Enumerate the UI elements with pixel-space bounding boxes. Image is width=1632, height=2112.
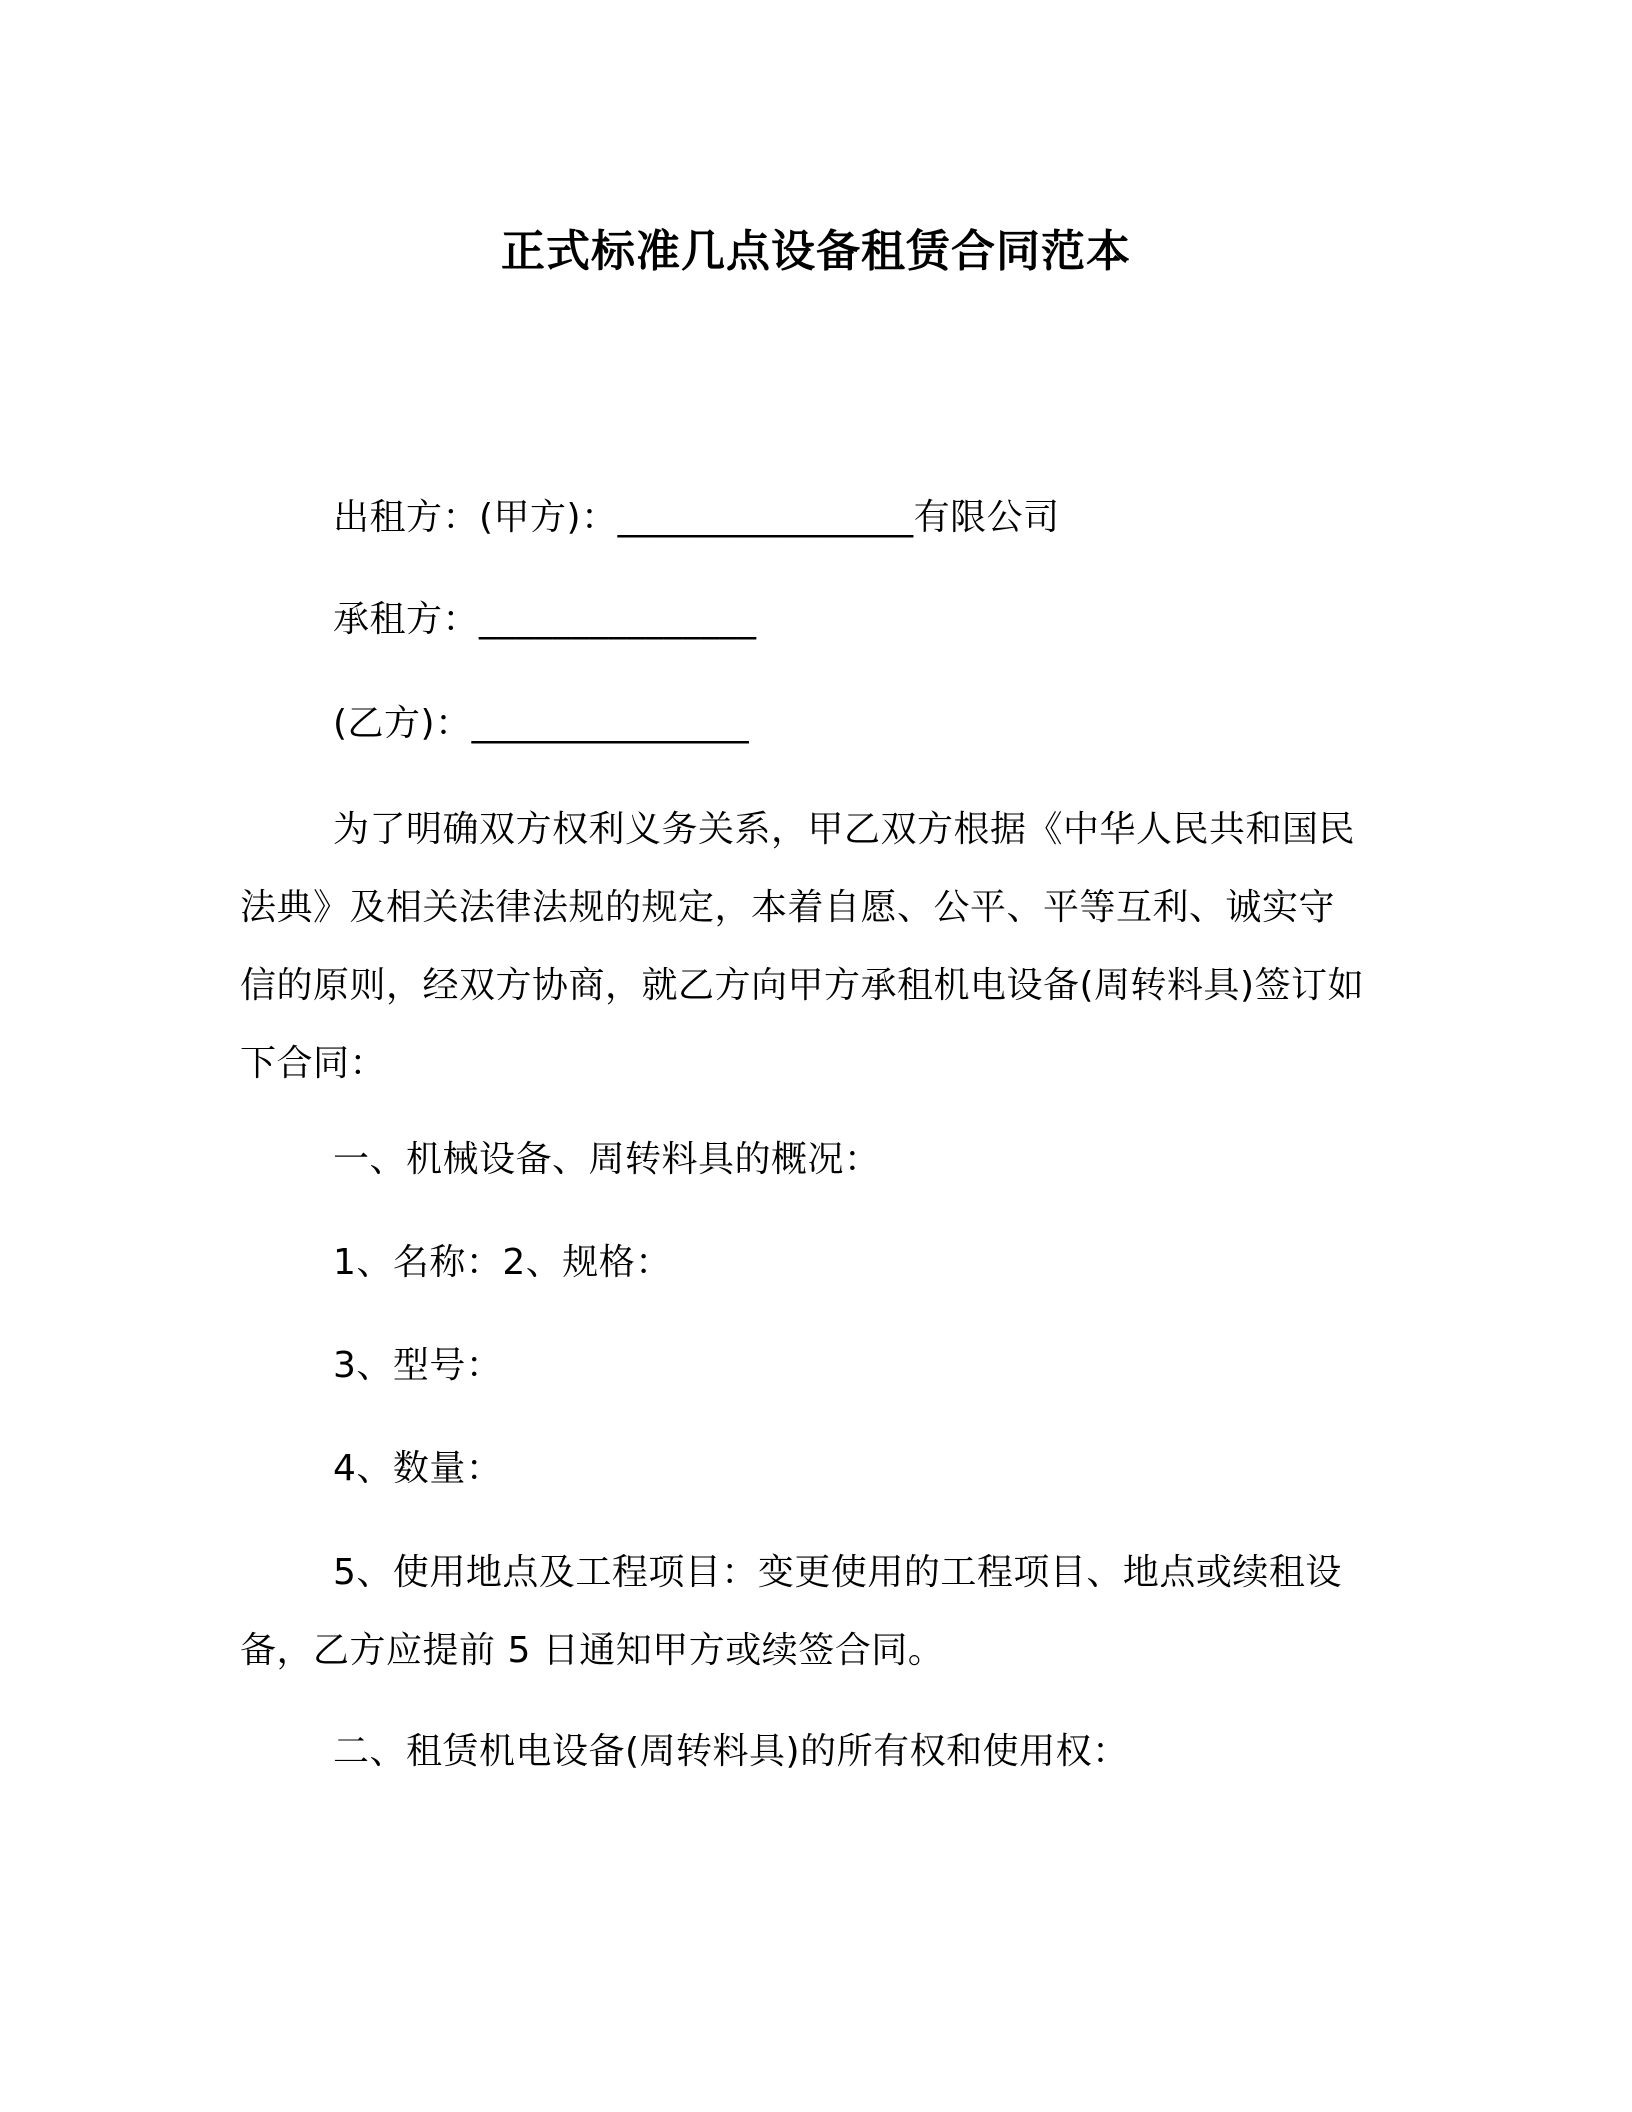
item-5-paragraph (240, 1534, 1390, 1690)
intro-line: 为了明确双方权利义务关系，甲乙双方根据《中华人民共和国民 (333, 809, 1356, 850)
lessee-line: 承租方：_______________ (333, 599, 757, 640)
item-quantity: 4、数量： (333, 1448, 503, 1489)
item-5-line: 5、使用地点及工程项目：变更使用的工程项目、地点或续租设 (333, 1552, 1342, 1593)
intro-line: 法典》及相关法律法规的规定，本着自愿、公平、平等互利、诚实守 (240, 887, 1336, 928)
item-model: 3、型号： (333, 1345, 503, 1386)
item-name-spec: 1、名称：2、规格： (333, 1242, 672, 1283)
item-5-line: 备，乙方应提前 5 日通知甲方或续签合同。 (240, 1630, 945, 1671)
lessor-line: 出租方：(甲方)：________________有限公司 (333, 497, 1060, 538)
intro-line: 信的原则，经双方协商，就乙方向甲方承租机电设备(周转料具)签订如 (240, 965, 1365, 1006)
section-1-heading: 一、机械设备、周转料具的概况： (333, 1139, 881, 1180)
intro-paragraph (240, 791, 1390, 1103)
section-2-heading: 二、租赁机电设备(周转料具)的所有权和使用权： (333, 1731, 1129, 1772)
document-title: 正式标准几点设备租赁合同范本 (501, 226, 1131, 277)
intro-line: 下合同： (240, 1043, 387, 1084)
party-b-line: (乙方)：_______________ (333, 703, 750, 744)
